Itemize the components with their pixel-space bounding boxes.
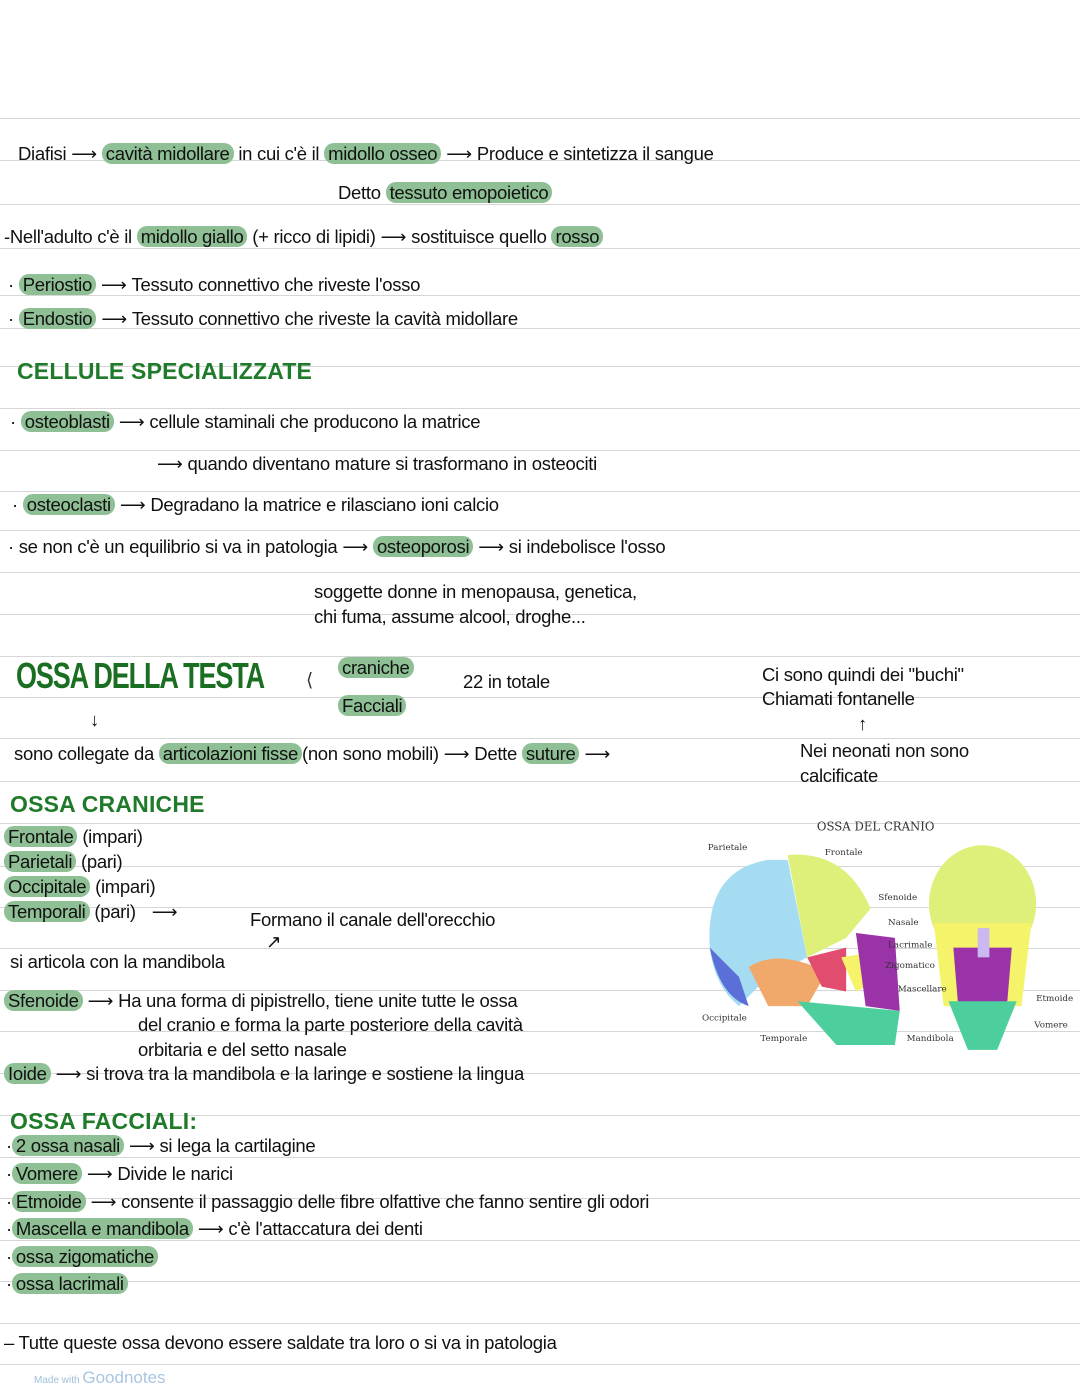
label: Nasale	[888, 918, 919, 929]
arrow-icon: ⟶	[86, 1164, 113, 1184]
text: Tessuto connettivo che riveste la cavità midollare	[131, 308, 518, 329]
highlight: Temporali	[4, 901, 90, 922]
label-craniche	[338, 656, 414, 680]
label: Zigomatico	[885, 961, 935, 972]
item-occipitale	[4, 875, 155, 899]
arrow-icon: ⟶	[197, 1219, 224, 1239]
text: (+ ricco di lipidi)	[252, 226, 376, 247]
arrow-icon: ⟶	[443, 744, 470, 764]
line-periostio: · Periostio ⟶ Tessuto connettivo che riveste l'osso	[8, 274, 421, 295]
highlight: rosso	[551, 226, 603, 247]
item-sfenoide	[4, 989, 517, 1013]
label: Etmoide	[1036, 994, 1074, 1005]
line-collegate	[14, 742, 615, 766]
skull-diagram	[700, 808, 1080, 1058]
line-osteociti	[152, 452, 597, 476]
label: Mascellare	[897, 984, 947, 995]
heading-ossa-testa: OSSA DELLA TESTA	[16, 655, 265, 696]
arrow-icon: ⟶	[380, 227, 407, 247]
highlight: articolazioni fisse	[159, 743, 302, 764]
heading-craniche: OSSA CRANICHE	[10, 791, 205, 817]
highlight: ossa zigomatiche	[12, 1246, 158, 1267]
text: Made with	[34, 1375, 80, 1386]
highlight: Periostio	[19, 274, 96, 295]
diagram-title: OSSA DEL CRANIO	[816, 819, 935, 834]
highlight: tessuto emopoietico	[386, 182, 553, 203]
highlight: cavità midollare	[102, 143, 234, 164]
highlight: Etmoide	[12, 1191, 86, 1212]
text: Tessuto connettivo che riveste l'osso	[131, 274, 421, 295]
label: Sfenoide	[878, 892, 918, 903]
text: Dette	[474, 743, 517, 764]
heading-facciali: OSSA FACCIALI:	[10, 1108, 198, 1134]
text: orbitaria e del setto nasale	[138, 1039, 347, 1060]
brand: Goodnotes	[82, 1368, 166, 1387]
text: c'è l'attaccatura dei denti	[228, 1218, 423, 1239]
text: si trova tra la mandibola e la laringe e sostiene la lingua	[86, 1063, 525, 1084]
label: Frontale	[824, 848, 863, 859]
line-equilibrio: · se non c'è un equilibrio si va in patologia ⟶ osteoporosi ⟶ si indebolisce l'osso	[8, 536, 666, 557]
text: si lega la cartilagine	[159, 1135, 316, 1156]
bracket: ⟨	[306, 669, 313, 690]
highlight: Parietali	[4, 851, 76, 872]
item-zigomatiche: · ossa zigomatiche	[6, 1245, 158, 1269]
text: sono collegate da	[14, 743, 154, 764]
text-buchi: Ci sono quindi dei "buchi"	[762, 664, 964, 685]
arrow-icon: ⟶	[151, 902, 178, 922]
highlight: Vomere	[12, 1163, 82, 1184]
label: Vomere	[1034, 1020, 1068, 1031]
highlight: 2 ossa nasali	[12, 1135, 124, 1156]
text: -Nell'adulto c'è il	[4, 226, 132, 247]
text: (impari)	[82, 826, 143, 847]
label: Temporale	[760, 1034, 808, 1045]
item-mascella: · Mascella e mandibola ⟶ c'è l'attaccatura dei denti	[6, 1218, 423, 1239]
arrow-icon: ⟶	[157, 454, 183, 474]
arrow-icon: ⟶	[55, 1064, 82, 1084]
text-fuma: chi fuma, assume alcool, droghe...	[314, 606, 586, 627]
highlight: Facciali	[338, 695, 406, 716]
highlight: Sfenoide	[4, 990, 83, 1011]
highlight: Occipitale	[4, 876, 90, 897]
highlight: ossa lacrimali	[12, 1273, 128, 1294]
text-final: – Tutte queste ossa devono essere saldate tra loro o si va in patologia	[4, 1332, 557, 1353]
text: cellule staminali che producono la matrice	[149, 411, 481, 432]
arrow-icon: ⟶	[584, 744, 610, 764]
goodnotes-watermark	[34, 1368, 166, 1391]
highlight: Frontale	[4, 826, 77, 847]
text: Ha una forma di pipistrello, tiene unite tutte le ossa	[118, 990, 518, 1011]
highlight: Mascella e mandibola	[12, 1218, 193, 1239]
text: se non c'è un equilibrio si va in patologia	[18, 536, 338, 557]
item-temporali	[4, 900, 182, 924]
text-soggette: soggette donne in menopausa, genetica,	[314, 581, 637, 602]
highlight: midollo giallo	[137, 226, 248, 247]
highlight: Endostio	[19, 308, 97, 329]
highlight: osteoclasti	[23, 494, 115, 515]
arrow-up-icon: ↗	[266, 931, 282, 952]
line-endostio: · Endostio ⟶ Tessuto connettivo che riveste la cavità midollare	[8, 308, 518, 329]
label: Occipitale	[701, 1013, 747, 1024]
highlight: craniche	[338, 657, 414, 678]
text: del cranio e forma la parte posteriore della cavità	[138, 1014, 523, 1035]
text: Produce e sintetizza il sangue	[476, 143, 714, 164]
item-vomere: · Vomere ⟶ Divide le narici	[6, 1163, 233, 1184]
text: (pari)	[80, 851, 123, 872]
line-emopoietico	[338, 181, 552, 205]
line-adulto	[4, 225, 603, 249]
arrow-icon: ⟶	[446, 144, 472, 164]
arrow-icon: ⟶	[128, 1136, 155, 1156]
arrow-icon: ⟶	[87, 991, 114, 1011]
text: si indebolisce l'osso	[508, 536, 666, 557]
arrow-icon: ⟶	[119, 495, 146, 515]
text: Degradano la matrice e rilasciano ioni calcio	[150, 494, 499, 515]
text: Divide le narici	[117, 1163, 233, 1184]
highlight: suture	[522, 743, 580, 764]
highlight: osteoporosi	[373, 536, 473, 557]
item-etmoide: · Etmoide ⟶ consente il passaggio delle fibre olfattive che fanno sentire gli odori	[6, 1191, 650, 1212]
arrow-icon: ⟶	[100, 275, 127, 295]
text: Detto	[338, 182, 381, 203]
text-formano: Formano il canale dell'orecchio	[250, 909, 496, 930]
text: (impari)	[95, 876, 156, 897]
line-diafisi	[18, 142, 714, 166]
arrow-up-icon: ↑	[858, 713, 867, 734]
text-totale: 22 in totale	[463, 671, 550, 692]
text: (pari)	[94, 901, 136, 922]
label: Lacrimale	[888, 940, 933, 951]
text-fontanelle: Chiamati fontanelle	[762, 688, 915, 709]
text: consente il passaggio delle fibre olfattive che fanno sentire gli odori	[121, 1191, 650, 1212]
item-ioide	[4, 1062, 524, 1086]
line-osteoclasti: · osteoclasti ⟶ Degradano la matrice e rilasciano ioni calcio	[12, 494, 499, 515]
highlight: midollo osseo	[324, 143, 441, 164]
text: in cui c'è il	[238, 143, 320, 164]
text-neonati: Nei neonati non sono	[800, 740, 969, 761]
heading-cellule: CELLULE SPECIALIZZATE	[17, 358, 313, 384]
item-nasali: · 2 ossa nasali ⟶ si lega la cartilagine	[6, 1135, 316, 1156]
arrow-icon: ⟶	[71, 144, 97, 164]
label-facciali	[338, 694, 406, 718]
item-frontale	[4, 825, 143, 849]
arrow-icon: ⟶	[90, 1192, 117, 1212]
arrow-down-icon: ↓	[90, 709, 99, 730]
text: (non sono mobili)	[301, 743, 439, 764]
item-lacrimali: · ossa lacrimali	[6, 1272, 128, 1296]
text: quando diventano mature si trasformano in osteociti	[187, 453, 597, 474]
highlight: Ioide	[4, 1063, 51, 1084]
text: Diafisi	[18, 143, 67, 164]
line-osteoblasti: · osteoblasti ⟶ cellule staminali che producono la matrice	[10, 411, 481, 432]
label: Mandibola	[906, 1034, 954, 1045]
arrow-icon: ⟶	[478, 537, 504, 557]
text: sostituisce quello	[411, 226, 547, 247]
text-articola: si articola con la mandibola	[10, 951, 225, 972]
label: Parietale	[707, 843, 748, 854]
arrow-icon: ⟶	[118, 412, 145, 432]
item-parietali	[4, 850, 122, 874]
arrow-icon: ⟶	[342, 537, 368, 557]
arrow-icon: ⟶	[101, 309, 127, 329]
highlight: osteoblasti	[21, 411, 114, 432]
text-calcificate: calcificate	[800, 765, 878, 786]
